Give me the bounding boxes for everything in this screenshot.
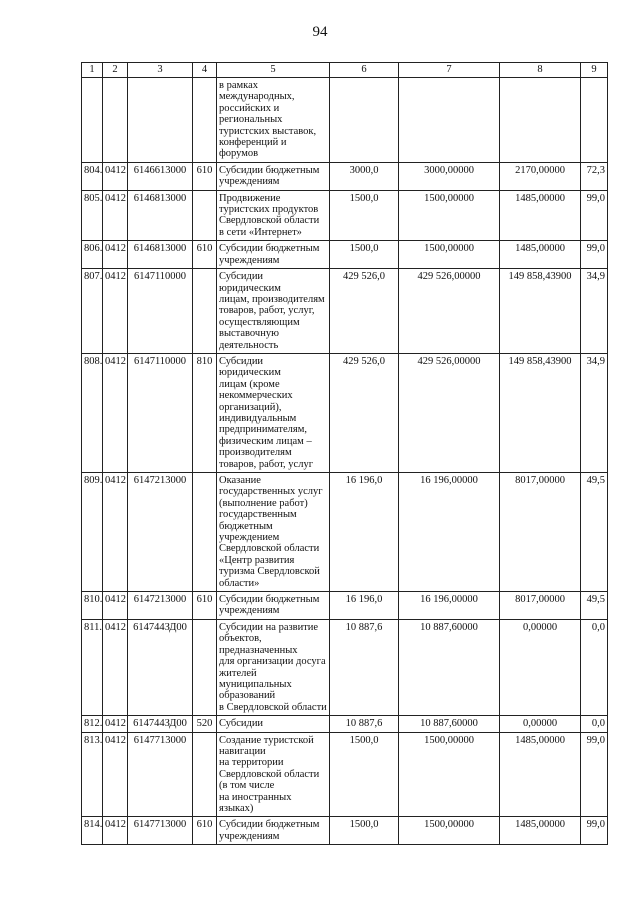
- plan-amount-cell: 429 526,00000: [399, 353, 500, 472]
- approved-amount-cell: 1500,0: [330, 190, 399, 241]
- table-row: [82, 592, 608, 620]
- percent-cell: 72,3: [581, 162, 608, 190]
- expense-type-cell: 610: [193, 592, 217, 620]
- header-cell: 5: [217, 63, 330, 78]
- percent-cell: 34,9: [581, 269, 608, 354]
- percent-cell: 34,9: [581, 353, 608, 472]
- description-cell: Субсидии: [217, 716, 330, 732]
- table-row: [82, 353, 608, 472]
- row-number-cell: 813.: [82, 732, 103, 817]
- target-code-cell: 6147110000: [128, 269, 193, 354]
- executed-amount-cell: 8017,00000: [500, 473, 581, 592]
- target-code-cell: 6147713000: [128, 817, 193, 845]
- approved-amount-cell: 1500,0: [330, 817, 399, 845]
- description-cell: Субсидии юридическим лицам, производителям товаров, работ, услуг, осуществляющим выставочную деятельность: [217, 269, 330, 354]
- header-cell: 3: [128, 63, 193, 78]
- target-code-cell: 6146613000: [128, 162, 193, 190]
- table-row: [82, 817, 608, 845]
- header-cell: 4: [193, 63, 217, 78]
- percent-cell: 49,5: [581, 473, 608, 592]
- percent-cell: 99,0: [581, 817, 608, 845]
- approved-amount-cell: 1500,0: [330, 732, 399, 817]
- description-cell: Субсидии на развитие объектов, предназначенных для организации досуга жителей муниципальных образований в Свердловской области: [217, 619, 330, 715]
- executed-amount-cell: 1485,00000: [500, 732, 581, 817]
- target-code-cell: 6147110000: [128, 353, 193, 472]
- header-cell: 6: [330, 63, 399, 78]
- description-cell: Субсидии бюджетным учреждениям: [217, 592, 330, 620]
- section-code-cell: 0412: [103, 817, 128, 845]
- approved-amount-cell: 10 887,6: [330, 619, 399, 715]
- description-cell: Оказание государственных услуг (выполнение работ) государственным бюджетным учреждением Свердловской области «Центр развития туризма Свердловской области»: [217, 473, 330, 592]
- percent-cell: 0,0: [581, 619, 608, 715]
- table-row: [82, 241, 608, 269]
- table-row: [82, 162, 608, 190]
- executed-amount-cell: 2170,00000: [500, 162, 581, 190]
- header-cell: 2: [103, 63, 128, 78]
- description-cell: в рамках международных, российских и региональных туристских выставок, конференций и форумов: [217, 78, 330, 163]
- description-cell: Субсидии бюджетным учреждениям: [217, 162, 330, 190]
- executed-amount-cell: 8017,00000: [500, 592, 581, 620]
- expense-type-cell: 810: [193, 353, 217, 472]
- row-number-cell: 809.: [82, 473, 103, 592]
- section-code-cell: 0412: [103, 162, 128, 190]
- row-number-cell: 806.: [82, 241, 103, 269]
- header-cell: 8: [500, 63, 581, 78]
- plan-amount-cell: 1500,00000: [399, 732, 500, 817]
- header-cell: 1: [82, 63, 103, 78]
- row-number-cell: 814.: [82, 817, 103, 845]
- approved-amount-cell: 429 526,0: [330, 353, 399, 472]
- row-number-cell: 808.: [82, 353, 103, 472]
- approved-amount-cell: 16 196,0: [330, 473, 399, 592]
- description-cell: Создание туристской навигации на территории Свердловской области (в том числе на иностранных языках): [217, 732, 330, 817]
- table-row: [82, 78, 608, 163]
- row-number-cell: 807.: [82, 269, 103, 354]
- executed-amount-cell: 1485,00000: [500, 241, 581, 269]
- approved-amount-cell: 3000,0: [330, 162, 399, 190]
- expense-type-cell: 610: [193, 241, 217, 269]
- percent-cell: 99,0: [581, 241, 608, 269]
- executed-amount-cell: 1485,00000: [500, 817, 581, 845]
- section-code-cell: 0412: [103, 269, 128, 354]
- row-number-cell: 804.: [82, 162, 103, 190]
- percent-cell: 99,0: [581, 190, 608, 241]
- percent-cell: 0,0: [581, 716, 608, 732]
- section-code-cell: 0412: [103, 473, 128, 592]
- table-row: [82, 619, 608, 715]
- target-code-cell: 6146813000: [128, 190, 193, 241]
- section-code-cell: 0412: [103, 716, 128, 732]
- section-code-cell: 0412: [103, 190, 128, 241]
- table-row: [82, 716, 608, 732]
- plan-amount-cell: 16 196,00000: [399, 592, 500, 620]
- executed-amount-cell: 149 858,43900: [500, 269, 581, 354]
- table-row: [82, 732, 608, 817]
- section-code-cell: 0412: [103, 353, 128, 472]
- expense-type-cell: [193, 473, 217, 592]
- plan-amount-cell: 1500,00000: [399, 817, 500, 845]
- percent-cell: [581, 78, 608, 163]
- expense-type-cell: 520: [193, 716, 217, 732]
- target-code-cell: 6147213000: [128, 592, 193, 620]
- target-code-cell: 614744ЗД00: [128, 716, 193, 732]
- approved-amount-cell: 16 196,0: [330, 592, 399, 620]
- approved-amount-cell: 429 526,0: [330, 269, 399, 354]
- target-code-cell: 6147713000: [128, 732, 193, 817]
- executed-amount-cell: 0,00000: [500, 716, 581, 732]
- section-code-cell: 0412: [103, 732, 128, 817]
- plan-amount-cell: 10 887,60000: [399, 716, 500, 732]
- plan-amount-cell: 16 196,00000: [399, 473, 500, 592]
- expense-type-cell: [193, 269, 217, 354]
- header-cell: 9: [581, 63, 608, 78]
- row-number-cell: [82, 78, 103, 163]
- expense-type-cell: [193, 732, 217, 817]
- plan-amount-cell: [399, 78, 500, 163]
- percent-cell: 49,5: [581, 592, 608, 620]
- header-cell: 7: [399, 63, 500, 78]
- plan-amount-cell: 3000,00000: [399, 162, 500, 190]
- approved-amount-cell: [330, 78, 399, 163]
- row-number-cell: 805.: [82, 190, 103, 241]
- table-row: [82, 269, 608, 354]
- approved-amount-cell: 10 887,6: [330, 716, 399, 732]
- section-code-cell: 0412: [103, 592, 128, 620]
- row-number-cell: 810.: [82, 592, 103, 620]
- description-cell: Субсидии бюджетным учреждениям: [217, 241, 330, 269]
- description-cell: Субсидии бюджетным учреждениям: [217, 817, 330, 845]
- percent-cell: 99,0: [581, 732, 608, 817]
- expense-type-cell: [193, 190, 217, 241]
- approved-amount-cell: 1500,0: [330, 241, 399, 269]
- expense-type-cell: [193, 78, 217, 163]
- section-code-cell: 0412: [103, 241, 128, 269]
- table-header-row: [82, 63, 608, 78]
- expense-type-cell: 610: [193, 817, 217, 845]
- executed-amount-cell: 1485,00000: [500, 190, 581, 241]
- row-number-cell: 812.: [82, 716, 103, 732]
- description-cell: Субсидии юридическим лицам (кроме некоммерческих организаций), индивидуальным предпринимателям, физическим лицам – производителям товаров, работ, услуг: [217, 353, 330, 472]
- plan-amount-cell: 1500,00000: [399, 241, 500, 269]
- target-code-cell: 614744ЗД00: [128, 619, 193, 715]
- budget-table: [81, 62, 608, 845]
- target-code-cell: [128, 78, 193, 163]
- target-code-cell: 6146813000: [128, 241, 193, 269]
- expense-type-cell: [193, 619, 217, 715]
- description-cell: Продвижение туристских продуктов Свердловской области в сети «Интернет»: [217, 190, 330, 241]
- section-code-cell: [103, 78, 128, 163]
- plan-amount-cell: 10 887,60000: [399, 619, 500, 715]
- executed-amount-cell: [500, 78, 581, 163]
- section-code-cell: 0412: [103, 619, 128, 715]
- table-row: [82, 190, 608, 241]
- plan-amount-cell: 1500,00000: [399, 190, 500, 241]
- expense-type-cell: 610: [193, 162, 217, 190]
- table-row: [82, 473, 608, 592]
- row-number-cell: 811.: [82, 619, 103, 715]
- executed-amount-cell: 149 858,43900: [500, 353, 581, 472]
- plan-amount-cell: 429 526,00000: [399, 269, 500, 354]
- executed-amount-cell: 0,00000: [500, 619, 581, 715]
- target-code-cell: 6147213000: [128, 473, 193, 592]
- page-number: 94: [312, 24, 328, 40]
